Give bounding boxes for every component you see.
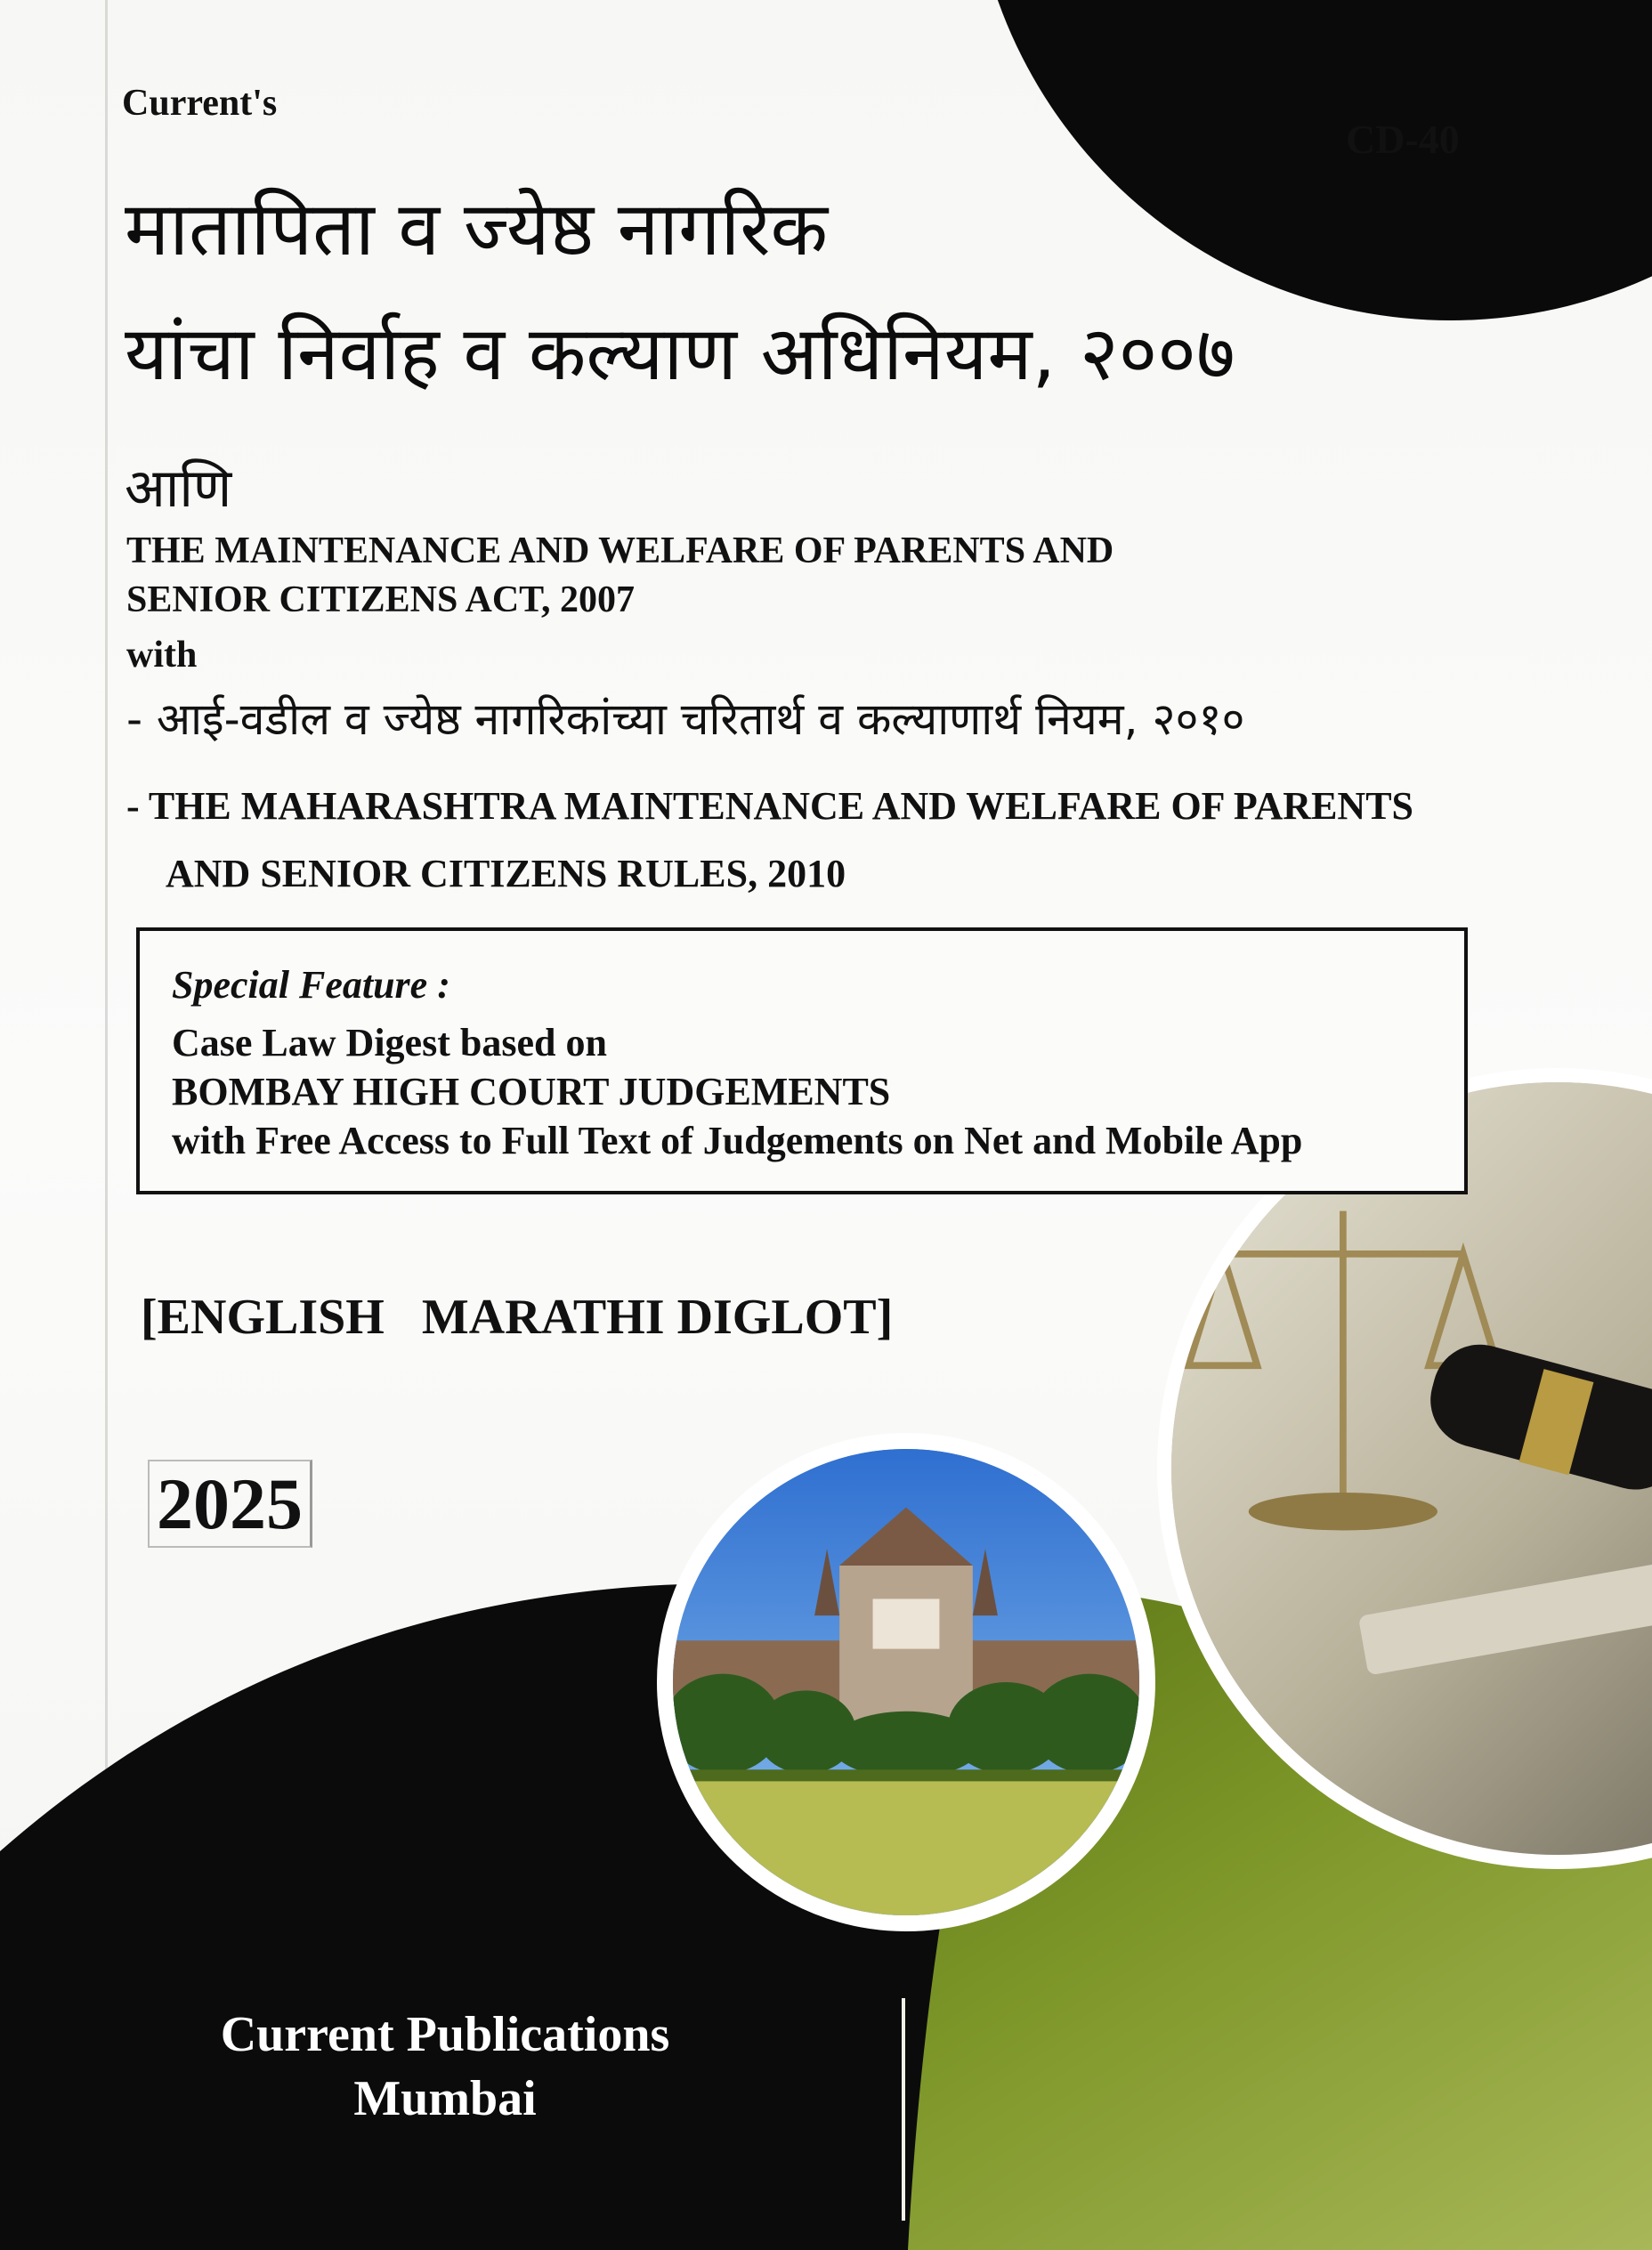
- feature-line-1: Case Law Digest based on: [172, 1021, 607, 1064]
- marathi-rules-title: - आई-वडील व ज्येष्ठ नागरिकांच्या चरितार्थ व कल्याणार्थ नियम, २०१०: [126, 693, 1245, 745]
- language-edition: [ENGLISH MARATHI DIGLOT]: [141, 1290, 894, 1345]
- footer-divider: [902, 1998, 905, 2221]
- marathi-title-line-1: मातापिता व ज्येष्ठ नागरिक: [125, 185, 829, 272]
- english-rules-line-2: AND SENIOR CITIZENS RULES, 2010: [166, 852, 846, 895]
- publisher-brand: Current's: [122, 83, 278, 124]
- feature-heading: Special Feature :: [172, 963, 450, 1007]
- publisher-name: Current Publications: [220, 2007, 670, 2062]
- english-title-line-2: SENIOR CITIZENS ACT, 2007: [126, 579, 636, 620]
- special-feature-box: [136, 927, 1468, 1194]
- publisher-footer: [134, 2003, 757, 2131]
- with-label: with: [126, 635, 198, 676]
- feature-line-3: with Free Access to Full Text of Judgements on Net and Mobile App: [172, 1119, 1303, 1162]
- marathi-title-line-2: यांचा निर्वाह व कल्याण अधिनियम, २००७: [125, 310, 1235, 397]
- english-title-line-1: THE MAINTENANCE AND WELFARE OF PARENTS AND: [126, 530, 1114, 571]
- court-building-icon: [673, 1449, 1139, 1915]
- marathi-conjunction: आणि: [125, 457, 232, 520]
- feature-line-2: BOMBAY HIGH COURT JUDGEMENTS: [172, 1070, 891, 1113]
- catalog-code: CD-40: [1346, 117, 1460, 162]
- publisher-city: Mumbai: [353, 2071, 537, 2126]
- edition-year: 2025: [148, 1460, 312, 1548]
- high-court-photo: [657, 1433, 1155, 1931]
- english-rules-line-1: - THE MAHARASHTRA MAINTENANCE AND WELFARE OF PARENTS: [126, 784, 1414, 828]
